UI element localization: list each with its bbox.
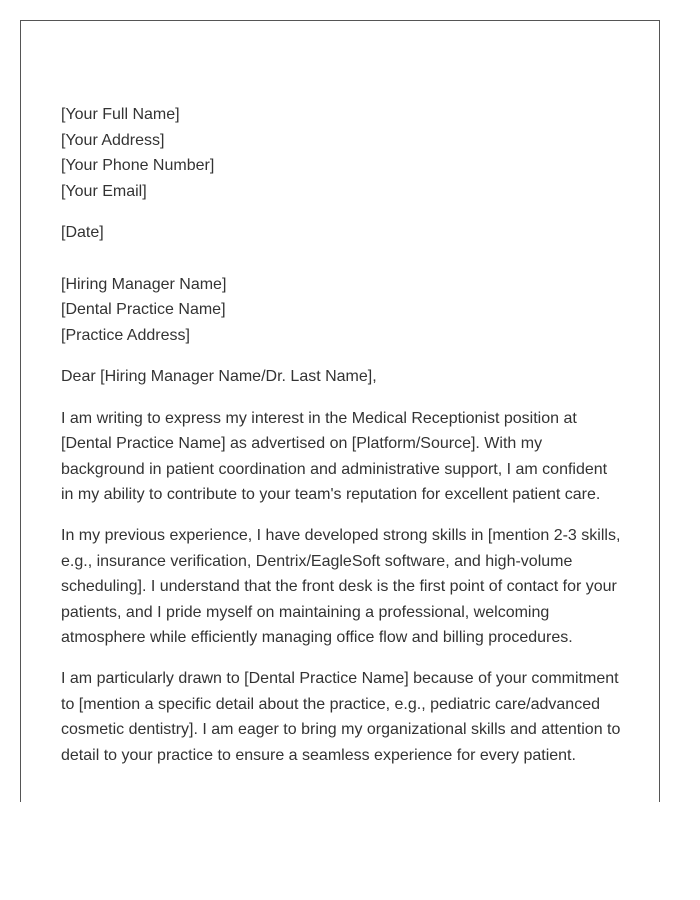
paragraph-line: I am particularly drawn to [Dental Practice Name] because of your commitment: [61, 670, 619, 687]
recipient-manager: [Hiring Manager Name]: [61, 275, 227, 293]
sender-phone: [Your Phone Number]: [61, 157, 215, 174]
paragraph-line: I am writing to express my interest in the Medical Receptionist position at: [61, 409, 577, 427]
paragraph-line: scheduling]. I understand that the front desk is the first point of contact for your: [61, 578, 617, 595]
recipient-practice: [Dental Practice Name]: [61, 301, 226, 318]
recipient-block: [61, 272, 631, 349]
paragraph-line: background in patient coordination and administrative support, I am confident: [61, 460, 608, 478]
sender-block: [61, 102, 631, 204]
paragraph-line: detail to your practice to ensure a seamless experience for every patient.: [61, 746, 576, 764]
paragraph-line: to [mention a specific detail about the practice, e.g., pediatric care/advanced: [61, 695, 600, 713]
salutation: Dear [Hiring Manager Name/Dr. Last Name],: [61, 368, 377, 385]
sender-name: [Your Full Name]: [61, 106, 180, 123]
paragraph-line: In my previous experience, I have developed strong skills in [mention 2-3 skills,: [61, 527, 621, 544]
paragraph-line: e.g., insurance verification, Dentrix/EagleSoft software, and high-volume: [61, 552, 573, 570]
paragraph-experience: [61, 523, 631, 651]
sender-address: [Your Address]: [61, 131, 165, 149]
paragraph-intro: [61, 406, 631, 508]
paragraph-line: in my ability to contribute to your team's reputation for excellent patient care.: [61, 486, 601, 503]
date-block: [61, 220, 631, 246]
paragraph-line: cosmetic dentistry]. I am eager to bring my organizational skills and attention to: [61, 721, 621, 738]
sender-email: [Your Email]: [61, 182, 147, 200]
salutation-block: [61, 364, 631, 390]
paragraph-line: patients, and I pride myself on maintaining a professional, welcoming: [61, 603, 550, 621]
paragraph-motivation: [61, 666, 631, 768]
paragraph-line: [Dental Practice Name] as advertised on [Platform/Source]. With my: [61, 435, 543, 452]
recipient-address: [Practice Address]: [61, 326, 190, 344]
cover-letter: [61, 102, 631, 784]
letter-date: [Date]: [61, 224, 104, 241]
letter-page: [20, 20, 660, 802]
paragraph-line: atmosphere while efficiently managing office flow and billing procedures.: [61, 629, 573, 646]
